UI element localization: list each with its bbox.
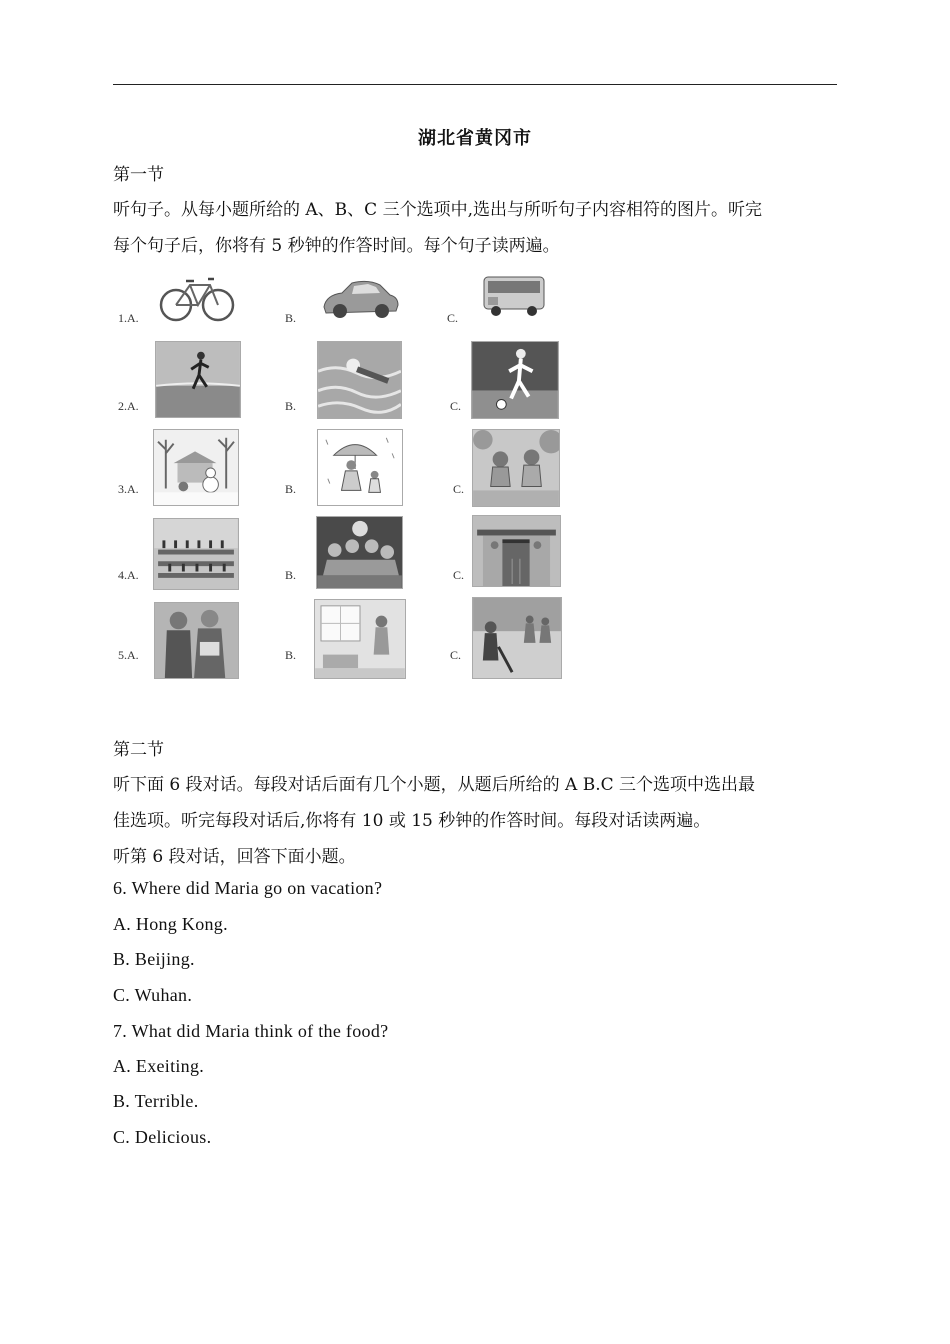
section1-instruction-line1: 听句子。从每小题所给的 A、B、C 三个选项中,选出与所听句子内容相符的图片。听完 [113, 200, 762, 220]
question-7-option-b: B. Terrible. [113, 1091, 199, 1111]
q5-label-c: C. [450, 648, 462, 662]
q2-label-b: B. [285, 399, 297, 413]
street-sweeping-image [472, 597, 562, 679]
house-door-image [472, 515, 561, 587]
room-cleaning-image [314, 599, 406, 679]
bicycle-image [158, 271, 236, 323]
question-7-option-c: C. Delicious. [113, 1127, 212, 1147]
autumn-image [472, 429, 560, 507]
q4-label-b: B. [285, 568, 297, 582]
rain-image [317, 429, 403, 506]
section2-instruction-line2: 佳选项。听完每段对话后,你将有 10 或 15 秒钟的作答时间。每段对话读两遍。 [113, 811, 711, 831]
q2-label-c: C. [450, 399, 462, 413]
car-image [318, 273, 402, 325]
q4-label-c: C. [453, 568, 465, 582]
q1-label-a: 1.A. [118, 311, 139, 325]
header-rule [113, 84, 837, 85]
question-7: 7. What did Maria think of the food? [113, 1021, 389, 1041]
q5-label-a: 5.A. [118, 648, 139, 662]
q4-label-a: 4.A. [118, 568, 139, 582]
q3-label-a: 3.A. [118, 482, 139, 496]
q3-label-b: B. [285, 482, 297, 496]
section1-heading: 第一节 [113, 165, 164, 185]
q1-label-b: B. [285, 311, 297, 325]
section2-instruction-line1: 听下面 6 段对话。每段对话后面有几个小题，从题后所给的 A B.C 三个选项中选出最 [113, 775, 756, 795]
question-6-option-b: B. Beijing. [113, 949, 195, 969]
swimming-image [317, 341, 402, 419]
volunteers-image [154, 602, 239, 679]
question-7-option-a: A. Exeiting. [113, 1056, 205, 1076]
page-title: 湖北省黄冈市 [418, 128, 532, 149]
q3-label-c: C. [453, 482, 465, 496]
question-6-option-c: C. Wuhan. [113, 985, 193, 1005]
bus-image [480, 271, 548, 321]
section1-instruction-line2: 每个句子后，你将有 5 秒钟的作答时间。每个句子读两遍。 [113, 236, 560, 256]
q5-label-b: B. [285, 648, 297, 662]
question-6: 6. Where did Maria go on vacation? [113, 878, 383, 898]
dragon-boat-image [153, 518, 239, 590]
q1-label-c: C. [447, 311, 459, 325]
running-image [155, 341, 241, 418]
dialog-intro: 听第 6 段对话，回答下面小题。 [113, 847, 356, 867]
soccer-image [471, 341, 559, 419]
family-dinner-image [316, 516, 403, 589]
section2-heading: 第二节 [113, 740, 164, 760]
q2-label-a: 2.A. [118, 399, 139, 413]
question-6-option-a: A. Hong Kong. [113, 914, 228, 934]
snow-image [153, 429, 239, 506]
